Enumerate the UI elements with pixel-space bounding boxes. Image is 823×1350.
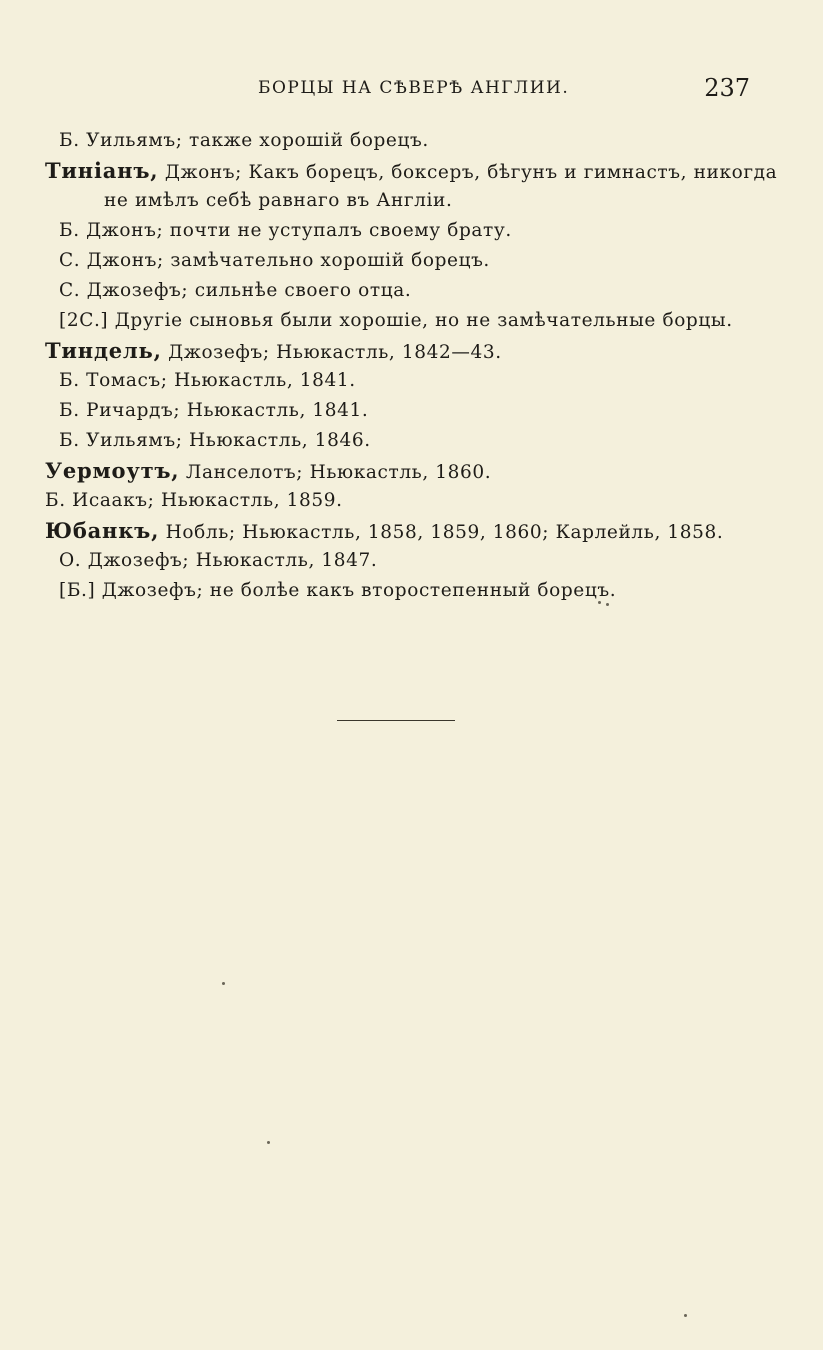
section-end-rule [337,720,455,721]
entry-line [59,276,411,306]
entry-initial: О. [59,550,82,571]
page-number: 237 [704,74,750,102]
entry-initial: Б. [59,370,80,391]
entry-text: Исаакъ; Ньюкастль, 1859. [65,490,343,511]
entry-text: Другiе сыновья были хорошiе, но не замѣчательные борцы. [108,310,733,331]
entry-initial: С. [59,280,81,301]
entry-line [59,396,368,426]
entry-line [59,576,616,606]
entry-line [59,126,429,156]
entry-initial: Б. [59,430,80,451]
paper-speck [684,1314,687,1317]
paper-speck [598,601,601,604]
entry-line [45,486,343,516]
entry-continuation [104,186,452,216]
entry-initial: [2С.] [59,310,109,331]
entry-line [59,246,490,276]
entry-text: Джонъ; почти не уступалъ своему брату. [79,220,512,241]
entry-surname: Тинiанъ, [45,158,159,183]
entry-line [45,156,777,186]
entry-text: Уильямъ; Ньюкастль, 1846. [79,430,371,451]
entry-surname: Уермоутъ, [45,458,180,483]
entry-text: Джозефъ; сильнѣе своего отца. [80,280,412,301]
entry-surname: Тиндель, [45,338,162,363]
paper-speck [606,603,609,606]
entry-line [45,456,491,486]
entry-initial: Б. [59,220,80,241]
entry-line [45,336,502,366]
running-title: БОРЦЫ НА СѢВЕРѢ АНГЛИИ. [258,78,570,98]
paper-speck [267,1141,270,1144]
entry-line [59,546,377,576]
entry-text: Джонъ; Какъ борецъ, боксеръ, бѣгунъ и гимнастъ, никогда [158,162,778,183]
entry-text: Ричардъ; Ньюкастль, 1841. [79,400,369,421]
entry-text: Нобль; Ньюкастль, 1858, 1859, 1860; Карлейль, 1858. [159,522,724,543]
entry-line [45,516,723,546]
entry-line [59,426,371,456]
entry-line [59,216,512,246]
entry-text: Томасъ; Ньюкастль, 1841. [79,370,356,391]
page-header [0,74,823,104]
paper-speck [222,982,225,985]
entry-line [59,306,733,336]
entry-text: Джонъ; замѣчательно хорошiй борецъ. [80,250,490,271]
entry-text: Джозефъ; Ньюкастль, 1842—43. [161,342,502,363]
entry-surname: Юбанкъ, [45,518,160,543]
entry-text: Ланселотъ; Ньюкастль, 1860. [179,462,492,483]
entry-initial: Б. [59,130,80,151]
entry-text: Джозефъ; Ньюкастль, 1847. [81,550,378,571]
entry-initial: Б. [59,400,80,421]
entry-text: Джозефъ; не болѣе какъ второстепенный борецъ. [95,580,617,601]
entry-initial: С. [59,250,81,271]
entry-line [59,366,356,396]
entry-text: не имѣлъ себѣ равнаго въ Англiи. [104,190,453,211]
entry-initial: [Б.] [59,580,96,601]
entry-initial: Б. [45,490,66,511]
entry-text: Уильямъ; также хорошiй борецъ. [79,130,429,151]
